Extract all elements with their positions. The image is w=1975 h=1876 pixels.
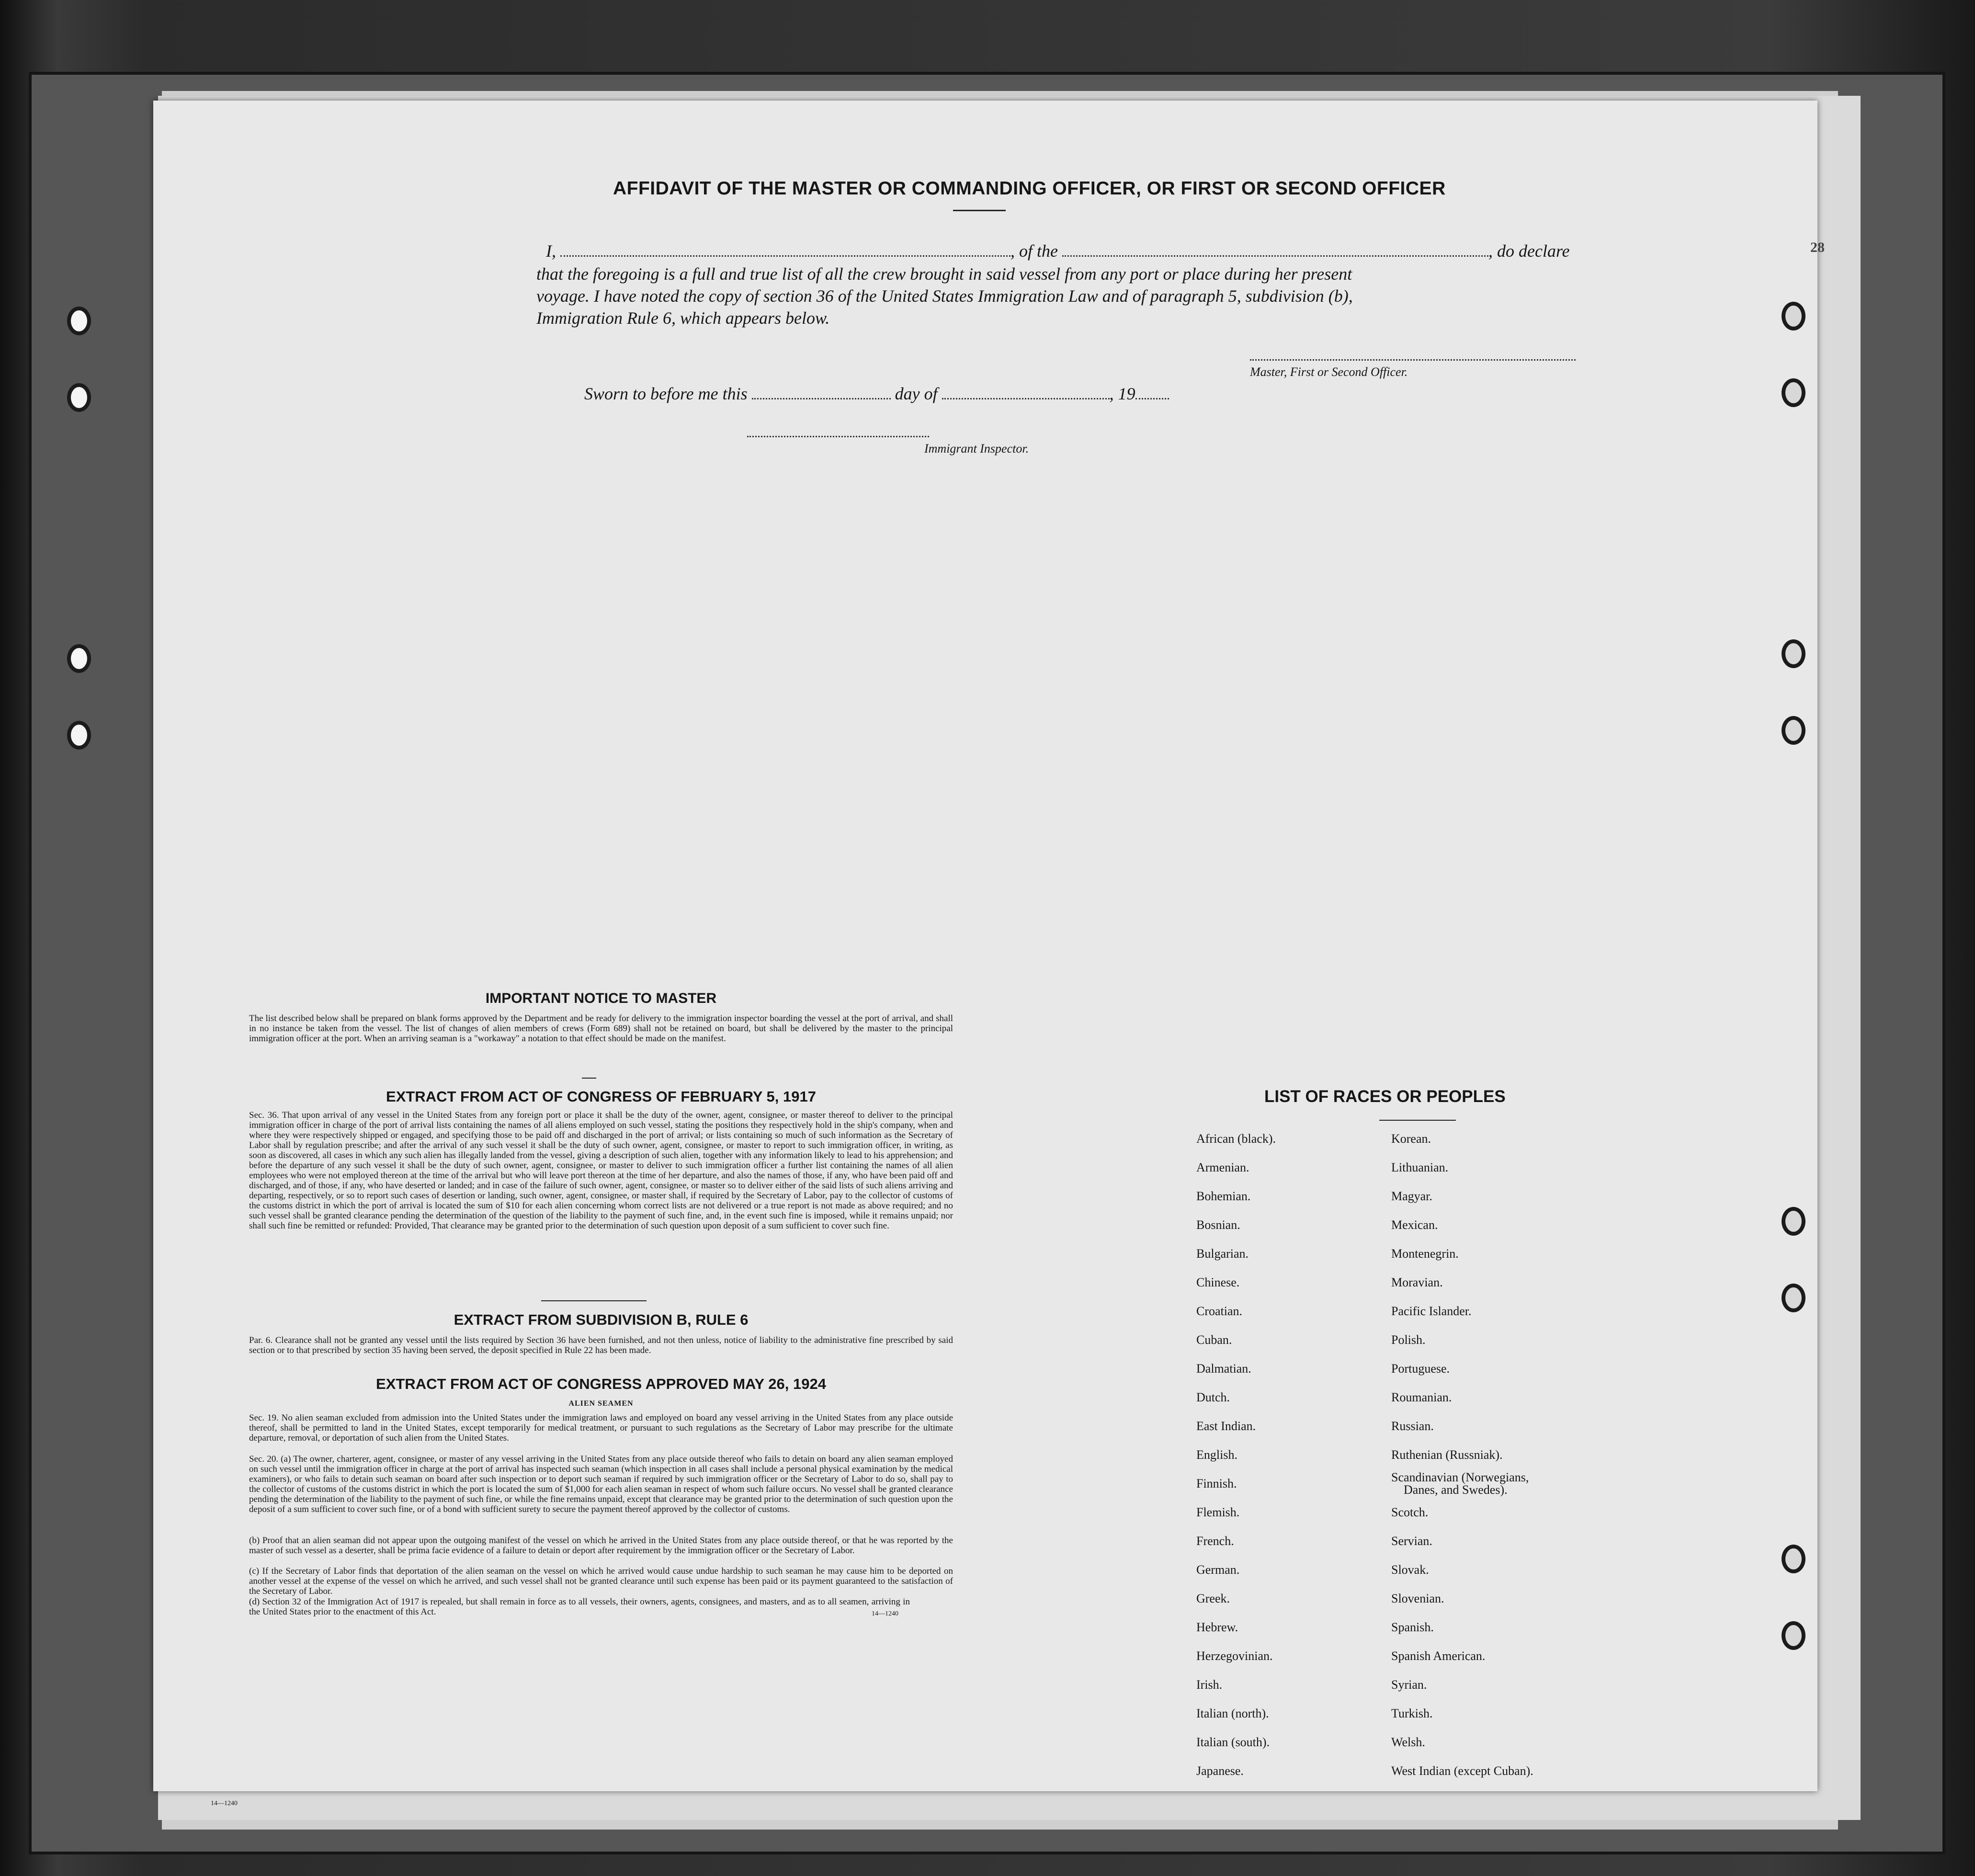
binder-hole-icon [1782, 1621, 1805, 1650]
binder-hole-icon [1782, 302, 1805, 330]
sworn-line [584, 383, 1169, 404]
extract1-title: EXTRACT FROM ACT OF CONGRESS OF FEBRUARY 5, 1917 [386, 1088, 816, 1105]
race-item: Bosnian. [1196, 1218, 1240, 1232]
binder-hole-icon [67, 383, 91, 412]
race-item: Russian. [1391, 1419, 1434, 1433]
declarant-name-blank[interactable] [560, 255, 1010, 257]
race-item: Italian (south). [1196, 1735, 1270, 1749]
inspector-signature-line[interactable] [747, 436, 929, 437]
race-item: Herzegovinian. [1196, 1649, 1273, 1663]
manifest-page [153, 101, 1825, 1807]
races-left-column [1196, 1125, 1276, 1785]
races-title: LIST OF RACES OR PEOPLES [1264, 1087, 1506, 1106]
year-label: , 19 [1109, 384, 1135, 403]
race-item: German. [1196, 1563, 1240, 1577]
race-item: Pacific Islander. [1391, 1304, 1472, 1318]
race-item: Spanish. [1391, 1620, 1434, 1634]
race-item: Syrian. [1391, 1678, 1427, 1692]
sworn-day-blank[interactable] [752, 398, 891, 399]
race-item: English. [1196, 1448, 1237, 1462]
sec20d-body: (d) Section 32 of the Immigration Act of 1917 is repealed, but shall remain in force as to all vessels, their owners, agents, consignees, and masters, and as to all seamen, arriving in the United States prior to the enactment of this Act. [249, 1597, 910, 1617]
declaration-first-line [546, 240, 1570, 262]
race-item: French. [1196, 1534, 1234, 1548]
race-item: Magyar. [1391, 1189, 1432, 1203]
race-item: Turkish. [1391, 1706, 1433, 1720]
divider [582, 1078, 596, 1079]
binder-hole-icon [1782, 1545, 1805, 1573]
vessel-name-blank[interactable] [1062, 255, 1488, 257]
race-item: Roumanian. [1391, 1390, 1452, 1404]
race-item: Irish. [1196, 1678, 1223, 1692]
race-item: Ruthenian (Russniak). [1391, 1448, 1503, 1462]
races-right-column [1391, 1125, 1533, 1785]
race-item: Mexican. [1391, 1218, 1438, 1232]
inspector-caption: Immigrant Inspector. [924, 442, 1029, 455]
sec20a-body: Sec. 20. (a) The owner, charterer, agent, consignee, or master of any vessel arriving in the United States from any place outside thereof who fails to detain on board any alien seaman employed on such vessel until the immigration officer in charge at the port of arrival has inspected such seaman (which inspection in all cases shall include a personal physical examination by the medical examiners), or who fails to detain such seaman on board after such inspection or to deport such seaman if required by such immigration officer or the Secretary of Labor to do so, shall pay to the collector of customs of the customs district in which the port is located the sum of $1,000 for each alien seaman in respect of whom such failure occurs. No vessel shall be granted clearance pending the determination of the liability to the payment of such fine, or while the fine remains unpaid, except that clearance may be granted prior to the determination of such question upon the deposit of a sum sufficient to cover such fine, or of a bond with sufficient surety to secure the payment thereof approved by the collector of customs. [249, 1454, 953, 1514]
race-item: Bulgarian. [1196, 1247, 1249, 1261]
race-item: West Indian (except Cuban). [1391, 1764, 1533, 1778]
title-rule [953, 210, 1006, 211]
race-item: Greek. [1196, 1592, 1230, 1605]
notice-body: The list described below shall be prepared on blank forms approved by the Department and be ready for delivery to the immigration inspector boarding the vessel at the port of arrival, and shall in no instance be taken from the vessel. The list of changes of alien members of crews (Form 689) shall not be retained on board, but shall be delivered by the master to the principal immigration officer at the port. When an arriving seaman is a "workaway" a notation to that effect should be made on the manifest. [249, 1013, 953, 1044]
extract3-subtitle: ALIEN SEAMEN [568, 1399, 634, 1408]
extract2-body: Par. 6. Clearance shall not be granted any vessel until the lists required by Section 36 have been furnished, and not then unless, notice of liability to the administrative fine prescribed by said section or to that prescribed by section 35 having been served, the deposit specified in Rule 22 has been made. [249, 1335, 953, 1355]
race-item: Spanish American. [1391, 1649, 1486, 1663]
sec20b-body: (b) Proof that an alien seaman did not appear upon the outgoing manifest of the vessel on which he arrived in the United States from any place outside thereof, or that he was reported by the master of such vessel as a deserter, shall be prima facie evidence of a failure to detain or deport after requirement by the immigration officer or the Secretary of Labor. [249, 1535, 953, 1556]
declare-label: , do declare [1488, 241, 1570, 261]
race-item: Servian. [1391, 1534, 1432, 1548]
binder-hole-icon [67, 644, 91, 673]
extract2-title: EXTRACT FROM SUBDIVISION B, RULE 6 [454, 1311, 749, 1328]
binder-hole-icon [1782, 1207, 1805, 1236]
race-item: Portuguese. [1391, 1362, 1450, 1376]
divider [1379, 1120, 1456, 1121]
binder-hole-icon [1782, 378, 1805, 407]
extract1-body: Sec. 36. That upon arrival of any vessel in the United States from any foreign port or place it shall be the duty of the owner, agent, consignee, or master thereof to deliver to the principal immigration officer in charge of the port of arrival lists containing the names of all aliens employed on such vessel, stating the positions they respectively hold in the ship's company, when and where they were respectively shipped or engaged, and specifying those to be paid off and discharged in the port of arrival; or lists containing so much of such information as the Secretary of Labor shall by regulation prescribe; and after the arrival of any such vessel it shall be the duty of such owner, agent, consignee, or master to report to such immigration officer, in writing, as soon as discovered, all cases in which any such alien has illegally landed from the vessel, giving a description of such alien, together with any information likely to lead to his apprehension; and before the departure of any such vessel it shall be the duty of such owner, agent, consignee, or master to deliver to such immigration officer a further list containing the names of all alien employees who were not employed thereon at the time of the arrival but who will leave port thereon at the time of her departure, and also the names of those, if any, who have been paid off and discharged, and of those, if any, who have deserted or landed; and in case of the failure of such owner, agent, consignee, or master so to deliver either of the said lists of such aliens arriving and departing, respectively, or so to report such cases of desertion or landing, such owner, agent, consignee, or master shall, if required by the Secretary of Labor, pay to the collector of customs of the customs district in which the port of arrival is located the sum of $10 for each alien concerning whom correct lists are not delivered or a true report is not made as above required; and no such vessel shall be granted clearance pending the determination of the question of the liability to the payment of such fine, and, in the event such fine is imposed, while it remains unpaid; nor shall such fine be remitted or refunded: Provided, That clearance may be granted prior to the determination of such question upon deposit of a sum sufficient to cover such fine. [249, 1110, 953, 1231]
race-item: Armenian. [1196, 1160, 1249, 1174]
race-item: Dutch. [1196, 1390, 1230, 1404]
race-item: Moravian. [1391, 1275, 1443, 1289]
race-item: Scotch. [1391, 1505, 1429, 1519]
sec20c-body: (c) If the Secretary of Labor finds that deportation of the alien seaman on the vessel on which he arrived would cause undue hardship to such seaman he may cause him to be deported on another vessel at the expense of the vessel on which he arrived, and such vessel shall not be granted clearance until such expense has been paid or its payment guaranteed to the satisfaction of the Secretary of Labor. [249, 1566, 953, 1596]
race-item: African (black). [1196, 1132, 1276, 1146]
sec19-body: Sec. 19. No alien seaman excluded from admission into the United States under the immigration laws and employed on board any vessel arriving in the United States from any place outside thereof, shall be permitted to land in the United States, except temporarily for medical treatment, or pursuant to such regulations as the Secretary of Labor may prescribe for the ultimate departure, removal, or deportation of such alien from the United States. [249, 1413, 953, 1443]
race-item: Bohemian. [1196, 1189, 1251, 1203]
sworn-month-blank[interactable] [942, 398, 1110, 399]
race-item: Japanese. [1196, 1764, 1244, 1778]
affidavit-title: AFFIDAVIT OF THE MASTER OR COMMANDING OFFICER, OR FIRST OR SECOND OFFICER [613, 178, 1446, 199]
declaration-line: Immigration Rule 6, which appears below. [536, 308, 830, 328]
race-item: Hebrew. [1196, 1620, 1238, 1634]
race-item: Slovak. [1391, 1563, 1429, 1577]
edge-number: 28 [1810, 239, 1825, 255]
race-item: Korean. [1391, 1132, 1431, 1146]
race-item: Chinese. [1196, 1275, 1240, 1289]
binder-hole-icon [1782, 639, 1805, 668]
form-number: 14—1240 [872, 1610, 898, 1617]
race-item: Slovenian. [1391, 1592, 1444, 1605]
divider [541, 1300, 647, 1301]
race-item: Croatian. [1196, 1304, 1243, 1318]
declaration-line: that the foregoing is a full and true list of all the crew brought in said vessel from any port or place during her present [536, 264, 1352, 284]
bottom-form-number: 14—1240 [211, 1800, 238, 1807]
sworn-year-blank[interactable] [1135, 398, 1169, 399]
race-item: East Indian. [1196, 1419, 1256, 1433]
extract3-title: EXTRACT FROM ACT OF CONGRESS APPROVED MAY 26, 1924 [376, 1376, 826, 1392]
notice-title: IMPORTANT NOTICE TO MASTER [485, 990, 717, 1006]
race-item: Welsh. [1391, 1735, 1425, 1749]
race-item: Dalmatian. [1196, 1362, 1251, 1376]
binder-hole-icon [1782, 1284, 1805, 1312]
binder-hole-icon [1782, 716, 1805, 745]
declarant-label: I, [546, 241, 556, 261]
master-signature-line[interactable] [1250, 359, 1576, 361]
vessel-label: , of the [1010, 241, 1058, 261]
race-item: Italian (north). [1196, 1706, 1269, 1720]
race-item: Polish. [1391, 1333, 1426, 1347]
race-item: Flemish. [1196, 1505, 1240, 1519]
day-of-label: day of [895, 384, 938, 403]
master-signature-caption: Master, First or Second Officer. [1250, 365, 1408, 379]
binder-hole-icon [67, 307, 91, 335]
declaration-line: voyage. I have noted the copy of section 36 of the United States Immigration Law and of paragraph 5, subdivision (b), [536, 286, 1353, 306]
sworn-label: Sworn to before me this [584, 384, 748, 403]
race-item: Cuban. [1196, 1333, 1232, 1347]
binder-hole-icon [67, 721, 91, 750]
race-item: Scandinavian (Norwegians, Danes, and Swedes). [1391, 1470, 1529, 1497]
race-item: Finnish. [1196, 1477, 1237, 1490]
race-item: Montenegrin. [1391, 1247, 1459, 1261]
race-item: Lithuanian. [1391, 1160, 1449, 1174]
